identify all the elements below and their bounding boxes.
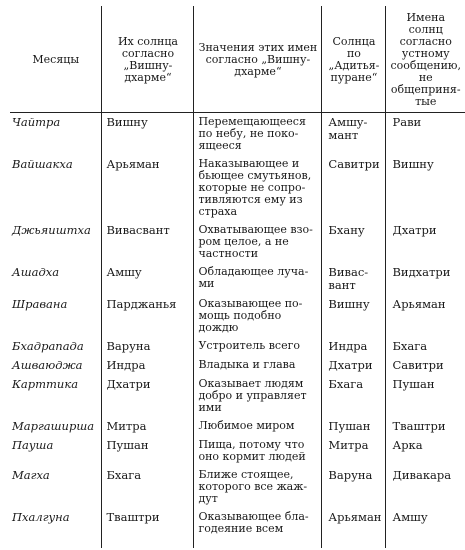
name-meaning-cell: Оказывающее по- мощь подобно дождю [194, 295, 322, 337]
month-cell: Пхалгуна [12, 510, 70, 524]
vishnudharma-sun-cell: Индра [102, 356, 194, 375]
header-oral-names: Имена солнц согласно устному сообщению, не общеприня-тые [386, 6, 465, 113]
table-row [10, 356, 465, 375]
vishnudharma-sun-cell: Амшу [102, 263, 194, 295]
vishnudharma-sun-cell: Бхага [102, 466, 194, 508]
table-body [10, 113, 465, 549]
table-row [10, 375, 465, 417]
month-cell: Чайтра [12, 115, 61, 129]
name-meaning-cell: Оказывающее бла- годеяние всем [194, 508, 322, 548]
oral-name-cell: Дивакара [386, 466, 465, 508]
aditya-purana-sun-cell: Пушан [322, 417, 386, 436]
vishnudharma-sun-cell: Пушан [102, 436, 194, 466]
oral-name-cell: Дхатри [386, 221, 465, 263]
header-name-meanings: Значения этих имен согласно „Вишну-дхарме“ [194, 6, 322, 113]
aditya-purana-sun-cell: Митра [322, 436, 386, 466]
name-meaning-cell: Устроитель всего [194, 337, 322, 356]
table-row [10, 263, 465, 295]
month-cell: Ашадха [12, 265, 60, 279]
aditya-purana-sun-cell: Варуна [322, 466, 386, 508]
oral-name-cell: Арьяман [386, 295, 465, 337]
table-row [10, 436, 465, 466]
name-meaning-cell: Владыка и глава [194, 356, 322, 375]
table-row [10, 466, 465, 508]
aditya-purana-sun-cell: Индра [322, 337, 386, 356]
name-meaning-cell: Охватывающее взо- ром целое, а не частности [194, 221, 322, 263]
oral-name-cell: Арка [386, 436, 465, 466]
vishnudharma-sun-cell: Арьяман [102, 155, 194, 221]
month-cell: Ашваюджа [12, 358, 83, 372]
oral-name-cell: Вишну [386, 155, 465, 221]
months-suns-table [10, 6, 465, 548]
vishnudharma-sun-cell: Парджанья [102, 295, 194, 337]
header-months: Месяцы [10, 6, 102, 113]
month-cell: Маргаширша [12, 419, 95, 433]
month-cell: Бхадрапада [12, 339, 84, 353]
table-row [10, 295, 465, 337]
name-meaning-cell: Ближе стоящее, которого все жаж- дут [194, 466, 322, 508]
name-meaning-cell: Наказывающее и бьющее смутьянов, которые не сопро- тивляются ему из страха [194, 155, 322, 221]
table-header-row [10, 6, 465, 113]
month-cell: Джьяиштха [12, 223, 91, 237]
vishnudharma-sun-cell: Дхатри [102, 375, 194, 417]
month-cell: Шравана [12, 297, 68, 311]
vishnudharma-sun-cell: Тваштри [102, 508, 194, 548]
table-row [10, 113, 465, 156]
header-suns-vishnudharma: Их солнца согласно „Вишну-дхарме“ [102, 6, 194, 113]
aditya-purana-sun-cell: Бхану [322, 221, 386, 263]
aditya-purana-sun-cell: Амшу- мант [322, 113, 386, 156]
aditya-purana-sun-cell: Арьяман [322, 508, 386, 548]
oral-name-cell: Тваштри [386, 417, 465, 436]
oral-name-cell: Пушан [386, 375, 465, 417]
aditya-purana-sun-cell: Вивас- вант [322, 263, 386, 295]
vishnudharma-sun-cell: Вишну [102, 113, 194, 156]
name-meaning-cell: Пища, потому что оно кормит людей [194, 436, 322, 466]
aditya-purana-sun-cell: Вишну [322, 295, 386, 337]
aditya-purana-sun-cell: Бхага [322, 375, 386, 417]
oral-name-cell: Видхатри [386, 263, 465, 295]
aditya-purana-sun-cell: Савитри [322, 155, 386, 221]
name-meaning-cell: Оказывает людям добро и управляет ими [194, 375, 322, 417]
oral-name-cell: Амшу [386, 508, 465, 548]
month-cell: Пауша [12, 438, 54, 452]
oral-name-cell: Рави [386, 113, 465, 156]
vishnudharma-sun-cell: Митра [102, 417, 194, 436]
table-row [10, 221, 465, 263]
oral-name-cell: Савитри [386, 356, 465, 375]
vishnudharma-sun-cell: Вивасвант [102, 221, 194, 263]
table-row [10, 417, 465, 436]
table-row [10, 337, 465, 356]
name-meaning-cell: Обладающее луча- ми [194, 263, 322, 295]
table-row [10, 508, 465, 548]
vishnudharma-sun-cell: Варуна [102, 337, 194, 356]
month-cell: Магха [12, 468, 50, 482]
month-cell: Вайшакха [12, 157, 73, 171]
name-meaning-cell: Перемещающееся по небу, не поко- ящееся [194, 113, 322, 156]
oral-name-cell: Бхага [386, 337, 465, 356]
aditya-purana-sun-cell: Дхатри [322, 356, 386, 375]
header-suns-aditya-purana: Солнца по „Адитья-пуране“ [322, 6, 386, 113]
table-row [10, 155, 465, 221]
month-cell: Карттика [12, 377, 79, 391]
name-meaning-cell: Любимое миром [194, 417, 322, 436]
